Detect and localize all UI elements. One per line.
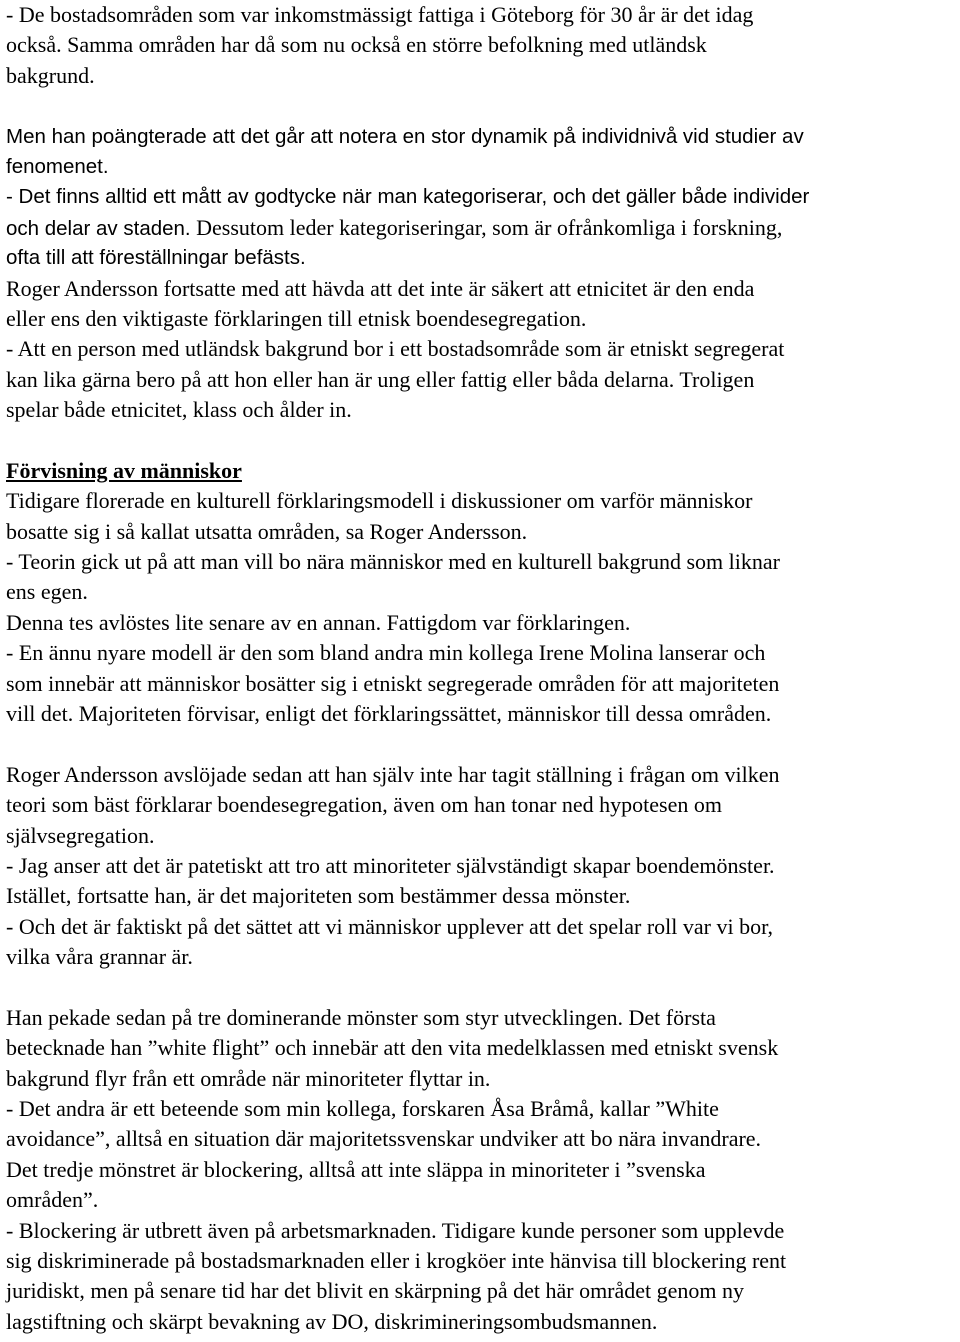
text-line: juridiskt, men på senare tid har det blivit en skärpning på det här området genom ny [6,1278,745,1304]
section-heading: Förvisning av människor [6,457,242,483]
text-line: avoidance”, alltså en situation där majoritetssvenskar undviker att bo nära invandrare. [6,1126,762,1152]
text-line: lagstiftning och skärpt bevakning av DO, diskrimineringsombudsmannen. [6,1308,658,1334]
text-line: eller ens den viktigaste förklaringen till etnisk boendesegregation. [6,305,587,331]
text-line: Tidigare florerade en kulturell förklaringsmodell i diskussioner om varför människor [6,488,753,514]
text-line: bakgrund flyr från ett område när minoriteter flyttar in. [6,1065,491,1091]
text-line: fenomenet. [6,154,109,178]
section-forvisning [6,456,954,760]
paragraph-segregation-intro [6,0,954,456]
text-line: - De bostadsområden som var inkomstmässigt fattiga i Göteborg för 30 år är det idag [6,2,754,27]
text-line: Det tredje mönstret är blockering, alltså att inte släppa in minoriteter i ”svenska [6,1156,706,1182]
text-line: ens egen. [6,579,88,605]
text-line: - Att en person med utländsk bakgrund bor i ett bostadsområde som är etniskt segregerat [6,336,785,362]
text-line: teori som bäst förklarar boendesegregation, även om han tonar ned hypotesen om [6,792,722,818]
text-line: vilka våra grannar är. [6,944,193,970]
article-body [6,0,954,1337]
text-fragment: Dessutom leder kategoriseringar, som är ofrånkomliga i forskning, [190,214,783,240]
text-line: Istället, fortsatte han, är det majoriteten som bestämmer dessa mönster. [6,883,631,909]
text-line-mixed [6,213,954,243]
blank-line [6,973,954,1003]
text-line: - Det andra är ett beteende som min kollega, forskaren Åsa Bråmå, kallar ”White [6,1096,719,1122]
text-line: Men han poängterade att det går att notera en stor dynamik på individnivå vid studier av [6,124,804,148]
text-line: vill det. Majoriteten förvisar, enligt det förklaringssättet, människor till dessa områden. [6,700,772,726]
text-line: - Och det är faktiskt på det sättet att vi människor upplever att det spelar roll var vi bor, [6,913,774,939]
text-line: Han pekade sedan på tre dominerande mönster som styr utvecklingen. Det första [6,1004,716,1030]
text-line: - En ännu nyare modell är den som bland andra min kollega Irene Molina lanserar och [6,640,766,666]
text-line: Roger Andersson fortsatte med att hävda att det inte är säkert att etnicitet är den enda [6,275,755,301]
text-line: självsegregation. [6,822,155,848]
text-line: också. Samma områden har då som nu också en större befolkning med utländsk [6,32,707,58]
text-line: som innebär att människor bosätter sig i etniskt segregerade områden för att majoriteten [6,670,780,696]
text-line: betecknade han ”white flight” och innebär att den vita medelklassen med etniskt svensk [6,1035,779,1061]
text-line: kan lika gärna bero på att hon eller han är ung eller fattig eller båda delarna. Troligen [6,366,755,392]
text-line: - Teorin gick ut på att man vill bo nära människor med en kulturell bakgrund som liknar [6,549,780,575]
text-line: Denna tes avlöstes lite senare av en annan. Fattigdom var förklaringen. [6,609,631,635]
blank-line [6,91,954,121]
text-line: spelar både etnicitet, klass och ålder in. [6,397,352,423]
text-line: - Jag anser att det är patetiskt att tro att minoriteter självständigt skapar boendemönster. [6,852,775,878]
text-line: bakgrund. [6,62,95,88]
text-line: bosatte sig i så kallat utsatta områden, sa Roger Andersson. [6,518,528,544]
blank-line [6,729,954,759]
text-line: - Det finns alltid ett mått av godtycke när man kategoriserar, och det gäller både individer [6,185,810,209]
text-fragment: och delar av staden. [6,216,191,240]
text-line: Roger Andersson avslöjade sedan att han själv inte har tagit ställning i frågan om vilken [6,761,780,787]
paragraph-self-segregation [6,760,954,1003]
blank-line [6,425,954,455]
text-line: ofta till att föreställningar befästs. [6,246,306,270]
text-line: - Blockering är utbrett även på arbetsmarknaden. Tidigare kunde personer som upplevde [6,1217,785,1243]
paragraph-three-patterns [6,1003,954,1337]
text-line: sig diskriminerade på bostadsmarknaden eller i krogköer inte hänvisa till blockering rent [6,1248,787,1274]
text-line: områden”. [6,1187,99,1213]
